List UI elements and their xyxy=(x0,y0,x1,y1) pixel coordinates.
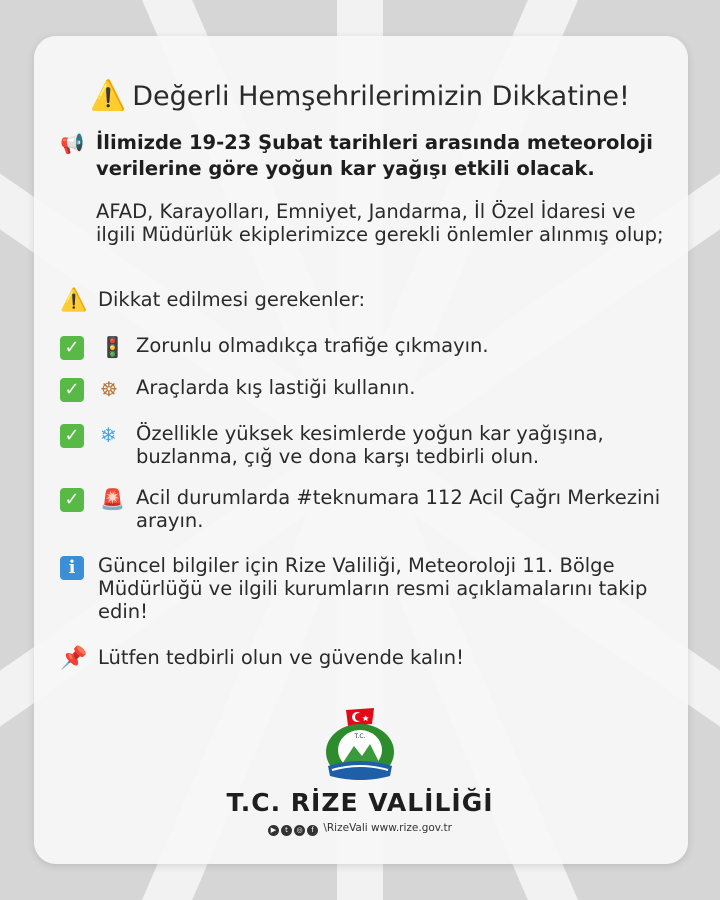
youtube-icon[interactable]: ▶ xyxy=(268,825,279,836)
attention-label: Dikkat edilmesi gerekenler: xyxy=(98,288,366,311)
snowflake-icon: ❄ xyxy=(100,423,117,447)
pushpin-icon: 📌 xyxy=(60,646,88,671)
logo-text: T.C. xyxy=(354,733,366,740)
facebook-icon[interactable]: f xyxy=(307,825,318,836)
warning-icon: ⚠️ xyxy=(90,78,127,112)
announcement xyxy=(60,130,670,182)
rize-governorship-logo xyxy=(318,704,402,782)
check-icon: ✓ xyxy=(60,376,90,402)
twitter-icon[interactable]: t xyxy=(281,825,292,836)
instagram-icon[interactable]: ◎ xyxy=(294,825,305,836)
info-text: Güncel bilgiler için Rize Valiliği, Meteoroloji 11. Bölge Müdürlüğü ve ilgili kurumların resmi açıklamalarını takip edin! xyxy=(98,554,648,623)
brand-name: T.C. RİZE VALİLİĞİ xyxy=(226,788,494,817)
list-item-text: Acil durumlarda #teknumara 112 Acil Çağrı Merkezini arayın. xyxy=(136,486,661,532)
list-item xyxy=(60,376,680,399)
list-item-text: Araçlarda kış lastiği kullanın. xyxy=(136,376,416,399)
attention-heading xyxy=(60,288,680,311)
page-title xyxy=(0,78,720,113)
title-text: Değerli Hemşehrilerimizin Dikkatine! xyxy=(132,81,630,112)
social-handle: \RizeVali www.rize.gov.tr xyxy=(323,822,452,834)
list-item xyxy=(60,486,680,532)
check-icon: ✓ xyxy=(60,334,90,360)
social-footer xyxy=(0,822,720,836)
list-item-text: Zorunlu olmadıkça trafiğe çıkmayın. xyxy=(136,334,489,357)
siren-icon: 🚨 xyxy=(100,487,125,511)
check-icon: ✓ xyxy=(60,422,90,448)
wheel-icon: ☸ xyxy=(100,377,118,401)
warning-icon: ⚠️ xyxy=(60,288,88,313)
list-item xyxy=(60,422,680,468)
traffic-light-icon: 🚦 xyxy=(100,335,125,359)
measures-paragraph: AFAD, Karayolları, Emniyet, Jandarma, İl Özel İdaresi ve ilgili Müdürlük ekiplerimizce gerekli önlemler alınmış olup; xyxy=(96,200,664,246)
check-icon: ✓ xyxy=(60,486,90,512)
list-item-text: Özellikle yüksek kesimlerde yoğun kar yağışına, buzlanma, çığ ve dona karşı tedbirli olun. xyxy=(136,422,604,468)
closing-text: Lütfen tedbirli olun ve güvende kalın! xyxy=(98,646,464,669)
info-note xyxy=(60,554,680,623)
info-icon: i xyxy=(60,554,90,580)
megaphone-icon: 📢 xyxy=(60,132,85,155)
announcement-text: İlimizde 19-23 Şubat tarihleri arasında meteoroloji verilerine göre yoğun kar yağışı etkili olacak. xyxy=(96,131,653,180)
list-item xyxy=(60,334,680,357)
closing-note xyxy=(60,646,680,669)
